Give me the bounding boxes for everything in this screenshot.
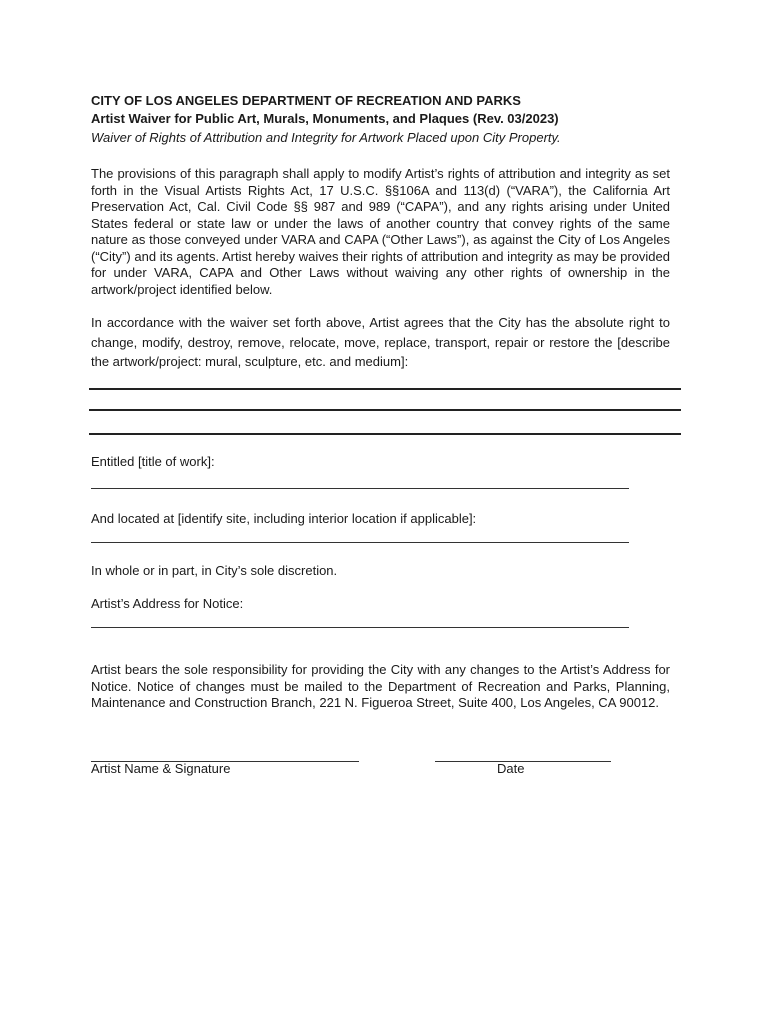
discretion-text: In whole or in part, in City’s sole discretion. [91, 563, 338, 578]
artwork-description-line-1[interactable] [89, 388, 681, 390]
signature-label: Artist Name & Signature [91, 761, 231, 776]
artwork-description-line-2[interactable] [89, 409, 681, 411]
address-label: Artist’s Address for Notice: [91, 596, 244, 611]
address-field[interactable] [91, 627, 629, 628]
department-heading: CITY OF LOS ANGELES DEPARTMENT OF RECREATION AND PARKS [91, 93, 521, 108]
waiver-paragraph: The provisions of this paragraph shall apply to modify Artist’s rights of attribution and integrity as set forth in the Visual Artists Rights Act, 17 U.S.C. §§106A and 113(d) (“VARA”), the California Art Preservation Act, Cal. Civil Code §§ 987 and 989 (“CAPA”), and any rights arising under United States federal or state law or under the laws of another country that convey rights of the same nature as those conveyed under VARA and CAPA (“Other Laws”), as against the City of Los Angeles (“City”) and its agents. Artist hereby waives their rights of attribution and integrity as may be provided for under VARA, CAPA and Other Laws without waiving any other rights of ownership in the artwork/project identified below. [91, 166, 670, 297]
agreement-paragraph: In accordance with the waiver set forth above, Artist agrees that the City has the absolute right to change, modify, destroy, remove, relocate, move, replace, transport, repair or restore the [describe the artwork/project: mural, sculpture, etc. and medium]: [91, 315, 670, 369]
date-label: Date [497, 761, 525, 776]
form-title: Artist Waiver for Public Art, Murals, Monuments, and Plaques (Rev. 03/2023) [91, 111, 559, 126]
title-of-work-field[interactable] [91, 488, 629, 489]
location-label: And located at [identify site, including interior location if applicable]: [91, 511, 477, 526]
title-of-work-label: Entitled [title of work]: [91, 454, 215, 469]
form-subtitle: Waiver of Rights of Attribution and Integrity for Artwork Placed upon City Property. [91, 130, 561, 145]
artwork-description-line-3[interactable] [89, 433, 681, 435]
notice-paragraph: Artist bears the sole responsibility for providing the City with any changes to the Artist’s Address for Notice. Notice of changes must be mailed to the Department of Recreation and Parks, Planning, Maintenance and Construction Branch, 221 N. Figueroa Street, Suite 400, Los Angeles, CA 90012. [91, 662, 670, 710]
location-field[interactable] [91, 542, 629, 543]
